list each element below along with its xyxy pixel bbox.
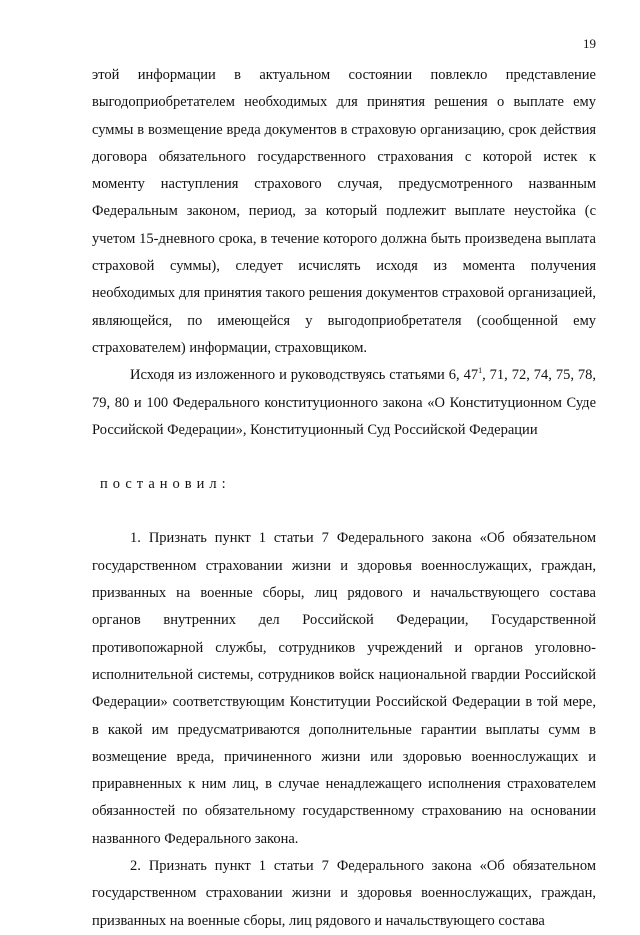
resolution-item-1: 1. Признать пункт 1 статьи 7 Федерального закона «Об обязательном государственном страховании жизни и здоровья военнослужащих, граждан, призванных на военные сборы, лиц рядового и начальствующего состава органов внутренних дел Российской Федерации, Государственной противопожарной службы, сотрудников учреждений и органов уголовно-исполнительной системы, сотрудников войск национальной гвардии Российской Федерации» соответствующим Конституции Российской Федерации в той мере, в какой им предусматриваются дополнительные гарантии выплаты сумм в возмещение вреда, причиненного жизни или здоровью военнослужащих и приравненных к ним лиц, в случае ненадлежащего исполнения страхователем обязанностей по обязательному государственному страхованию на основании названного Федерального закона. <box>92 530 596 847</box>
basis-text-end: , 71, 72, 74, 75, 78, 79, 80 и 100 Федерального конституционного закона «О Конституционном Суде Российской Федерации», Конституционный Суд Российской Федерации <box>92 367 597 438</box>
page-number: 19 <box>583 36 596 51</box>
basis-text-start: Исходя из изложенного и руководствуясь статьями 6, 47 <box>130 367 479 384</box>
resolution-item-2: 2. Признать пункт 1 статьи 7 Федерального закона «Об обязательном государственном страховании жизни и здоровья военнослужащих, граждан, призванных на военные сборы, лиц рядового и начальствующего состава <box>92 858 596 929</box>
resolution-heading: постановил: <box>100 476 231 493</box>
paragraph-basis <box>92 362 596 444</box>
article-superscript: 1 <box>478 366 483 376</box>
document-body <box>92 62 596 935</box>
paragraph-continuation: этой информации в актуальном состоянии повлекло представление выгодоприобретателем необходимых для принятия решения о выплате ему суммы в возмещение вреда документов в страховую организацию, срок действия договора обязательного государственного страхования с которой истек к моменту наступления страхового случая, предусмотренного названным Федеральным законом, период, за который подлежит выплате неустойка (с учетом 15-дневного срока, в течение которого должна быть произведена выплата страховой суммы), следует исчислять исходя из момента получения необходимых для принятия такого решения документов страховой организацией, являющейся, по имеющейся у выгодоприобретателя (сообщенной ему страхователем) информации, страховщиком. <box>92 67 596 356</box>
